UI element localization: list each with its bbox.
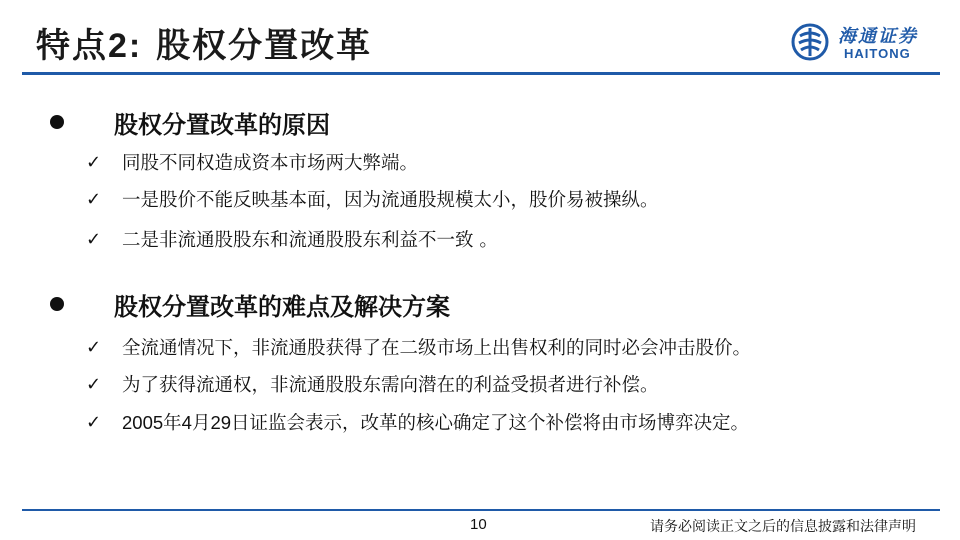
title-number: 2:: [108, 27, 143, 65]
checkmark-icon: ✓: [86, 336, 102, 358]
section-heading-solutions: [50, 287, 450, 321]
list-item: [86, 185, 659, 213]
company-logo: [790, 20, 940, 68]
page-number: 10: [470, 516, 487, 533]
list-item: [86, 225, 498, 253]
logo-name-cn: 海通证券: [838, 26, 918, 47]
bullet-dot-icon: [50, 115, 64, 129]
header-divider: [22, 72, 940, 75]
legal-disclaimer: 请务必阅读正文之后的信息披露和法律声明: [650, 519, 916, 535]
list-item: [86, 408, 749, 436]
logo-name-en: HAITONG: [844, 46, 911, 61]
list-item-text: 同股不同权造成资本市场两大弊端。: [122, 153, 419, 174]
list-item: [86, 370, 659, 398]
page-title: [36, 18, 372, 67]
checkmark-icon: ✓: [86, 228, 102, 250]
checkmark-icon: ✓: [86, 151, 102, 173]
checkmark-icon: ✓: [86, 411, 102, 433]
list-item: [86, 148, 418, 176]
list-item-text: 二是非流通股股东和流通股股东利益不一致 。: [122, 230, 498, 251]
bullet-dot-icon: [50, 297, 64, 311]
section-heading-text: 股权分置改革的难点及解决方案: [114, 291, 450, 321]
footer-divider: [22, 509, 940, 511]
section-heading-text: 股权分置改革的原因: [114, 109, 330, 139]
list-item-text: 为了获得流通权，非流通股股东需向潜在的利益受损者进行补偿。: [122, 375, 659, 396]
title-prefix: 特点: [36, 26, 108, 66]
checkmark-icon: ✓: [86, 188, 102, 210]
list-item-text: 一是股价不能反映基本面，因为流通股规模太小，股价易被操纵。: [122, 190, 659, 211]
list-item: [86, 333, 751, 361]
checkmark-icon: ✓: [86, 373, 102, 395]
list-item-text: 全流通情况下，非流通股获得了在二级市场上出售权利的同时必会冲击股价。: [122, 338, 752, 359]
title-text: 股权分置改革: [142, 26, 373, 66]
list-item-text: 2005年4月29日证监会表示，改革的核心确定了这个补偿将由市场博弈决定。: [122, 412, 750, 433]
haitong-logo-icon: [790, 22, 834, 62]
section-heading-reasons: [50, 105, 330, 139]
